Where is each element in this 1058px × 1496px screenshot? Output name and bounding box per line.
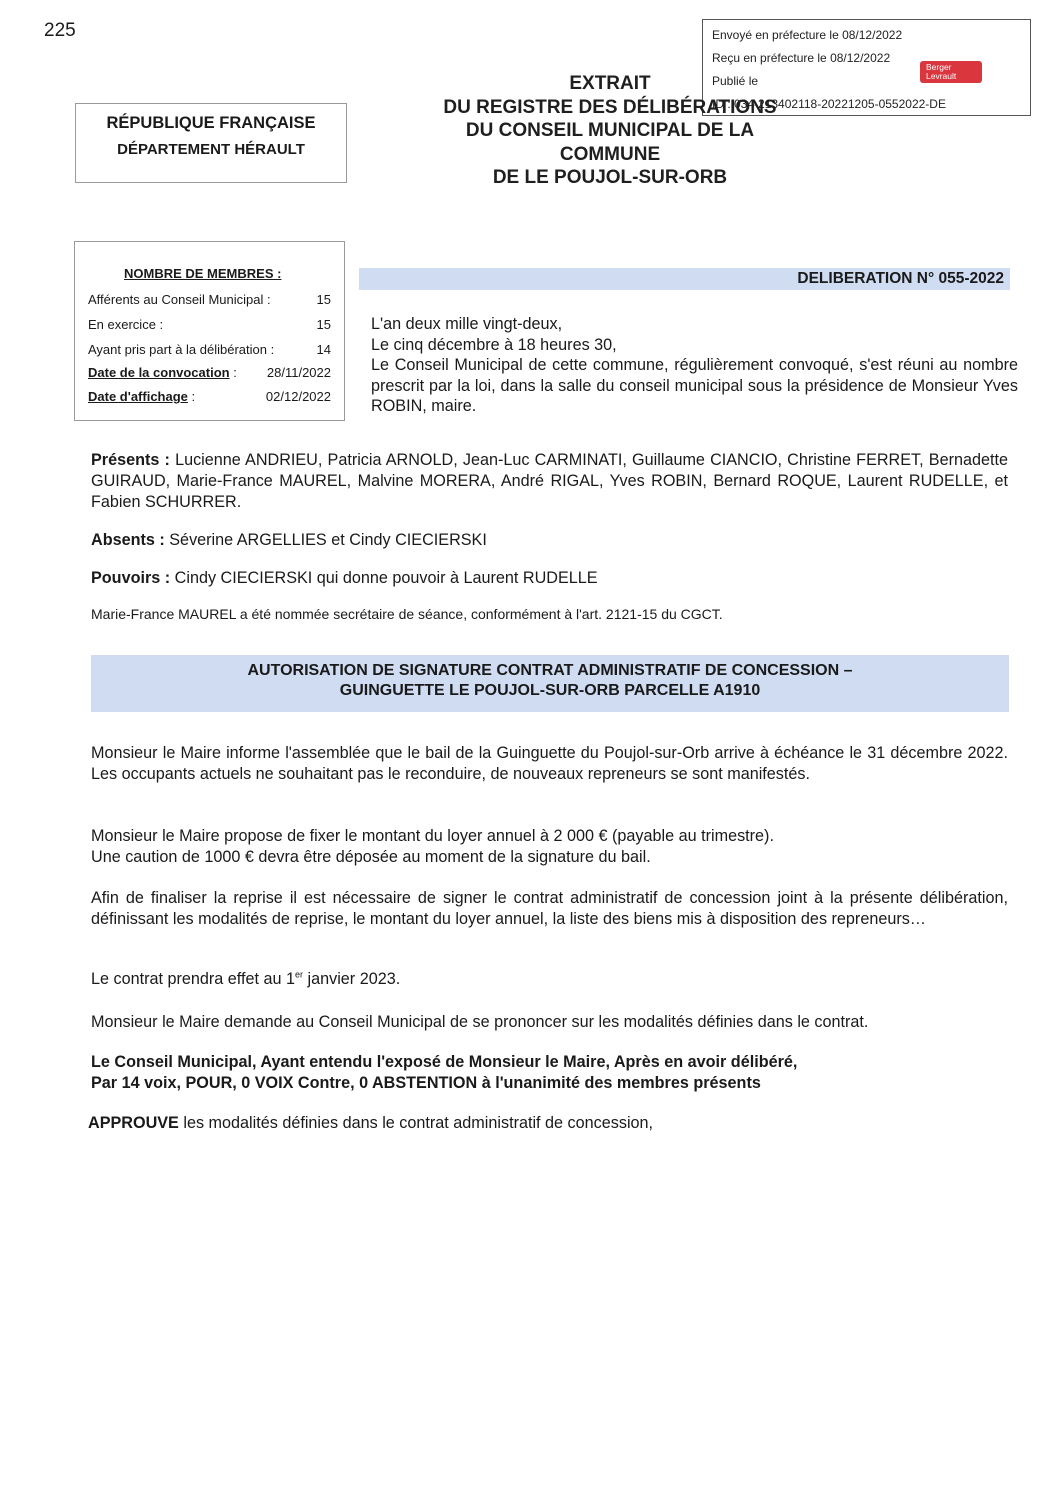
decision-line-2: Par 14 voix, POUR, 0 VOIX Contre, 0 ABSTENTION à l'unanimité des membres présents [91,1074,761,1092]
members-header: NOMBRE DE MEMBRES : [124,266,282,281]
body-paragraph-5: Monsieur le Maire demande au Conseil Municipal de se prononcer sur les modalités définies dans le contrat. [91,1013,869,1031]
members-box [74,241,345,421]
members-row-value: 14 [316,342,331,357]
approve-text: les modalités définies dans le contrat administratif de concession, [178,1114,654,1132]
subject-line-2: GUINGUETTE LE POUJOL-SUR-ORB PARCELLE A1910 [339,682,761,699]
body-paragraph-2 [91,826,1008,868]
members-row-label: Ayant pris part à la délibération : [88,342,275,357]
absents-paragraph [91,530,1008,551]
body-paragraph-1: Monsieur le Maire informe l'assemblée que le bail de la Guinguette du Poujol-sur-Orb arrive à échéance le 31 décembre 2022. Les occupants actuels ne souhaitant pas le reconduire, de nouveaux repreneurs se sont manifestés. [91,744,1008,783]
body-paragraph-4 [91,969,1008,990]
presents-label: Présents : [91,451,170,469]
body-paragraph-3: Afin de finaliser la reprise il est nécessaire de signer le contrat administratif de concession joint à la présente délibération, définissant les modalités de reprise, le montant du loyer annuel, la liste des biens mis à disposition des repreneurs… [91,889,1008,928]
title-line-5: DE LE POUJOL-SUR-ORB [492,167,728,188]
page-number: 225 [44,20,76,41]
logo-line-2: Levrault [926,71,957,81]
effect-date-sup: er [295,969,304,980]
convocation-label: Date de la convocation [88,365,230,380]
title-line-1: EXTRAIT [569,73,651,94]
title-line-2: DU REGISTRE DES DÉLIBÉRATIONS [443,96,777,118]
intro-block [371,314,1018,417]
members-row-value: 15 [316,292,331,307]
effect-date-before: Le contrat prendra effet au 1 [91,970,295,988]
absents-text: Séverine ARGELLIES et Cindy CIECIERSKI [164,531,487,549]
rent-sentence: Monsieur le Maire propose de fixer le montant du loyer annuel à 2 000 € (payable au trimestre). [91,827,774,845]
title-line-3: DU CONSEIL MUNICIPAL DE LA [465,120,755,141]
logo-line-1: Berger [926,62,952,72]
pouvoirs-paragraph [91,568,1008,589]
stamp-id: ID : 034-213402118-20221205-0552022-DE [712,97,946,111]
presents-paragraph [91,450,1008,513]
intro-year: L'an deux mille vingt-deux, [371,315,563,333]
affichage-colon: : [187,389,196,404]
members-row-label: Afférents au Conseil Municipal : [88,292,271,307]
subject-box [91,655,1009,712]
decision-line-1: Le Conseil Municipal, Ayant entendu l'exposé de Monsieur le Maire, Après en avoir délibéré, [91,1053,798,1071]
title-line-4: COMMUNE [559,143,661,165]
affichage-date: 02/12/2022 [265,389,331,404]
convocation-colon: : [229,365,237,380]
secretary-line: Marie-France MAUREL a été nommée secrétaire de séance, conformément à l'art. 2121-15 du CGCT. [91,606,723,622]
deliberation-number: DELIBERATION N° 055-2022 [359,268,1010,290]
decision-block [91,1052,1008,1094]
affichage-label: Date d'affichage [88,389,188,404]
department-label: DÉPARTEMENT HÉRAULT [117,141,305,158]
deposit-sentence: Une caution de 1000 € devra être déposée au moment de la signature du bail. [91,848,651,866]
document-title [395,72,825,190]
subject-line-1: AUTORISATION DE SIGNATURE CONTRAT ADMINISTRATIF DE CONCESSION – [247,662,853,679]
convocation-date: 28/11/2022 [266,365,331,380]
stamp-received-date: Reçu en préfecture le 08/12/2022 [712,51,891,65]
presents-text: Lucienne ANDRIEU, Patricia ARNOLD, Jean-Luc CARMINATI, Guillaume CIANCIO, Christine FERRET, Bernadette GUIRAUD, Marie-France MAUREL, Malvine MORERA, André RIGAL, Yves ROBIN, Bernard ROQUE, Laurent RUDELLE, et Fabien SCHURRER. [91,451,1008,511]
stamp-published: Publié le [712,74,759,88]
members-row-value: 15 [316,317,331,332]
approve-paragraph [88,1113,1005,1134]
pouvoirs-text: Cindy CIECIERSKI qui donne pouvoir à Laurent RUDELLE [170,569,598,587]
republic-label: RÉPUBLIQUE FRANÇAISE [106,114,316,132]
absents-label: Absents : [91,531,165,549]
intro-date: Le cinq décembre à 18 heures 30, [371,335,617,354]
stamp-sent-date: Envoyé en préfecture le 08/12/2022 [712,28,903,42]
pouvoirs-label: Pouvoirs : [91,569,171,587]
intro-text: Le Conseil Municipal de cette commune, régulièrement convoqué, s'est réuni au nombre prescrit par la loi, dans la salle du conseil municipal sous la présidence de Monsieur Yves ROBIN, maire. [371,356,1018,415]
members-row-label: En exercice : [88,317,164,332]
republic-box [75,103,347,183]
effect-date-after: janvier 2023. [303,970,401,988]
approve-label: APPROUVE [88,1114,179,1132]
berger-levrault-logo [920,61,982,83]
